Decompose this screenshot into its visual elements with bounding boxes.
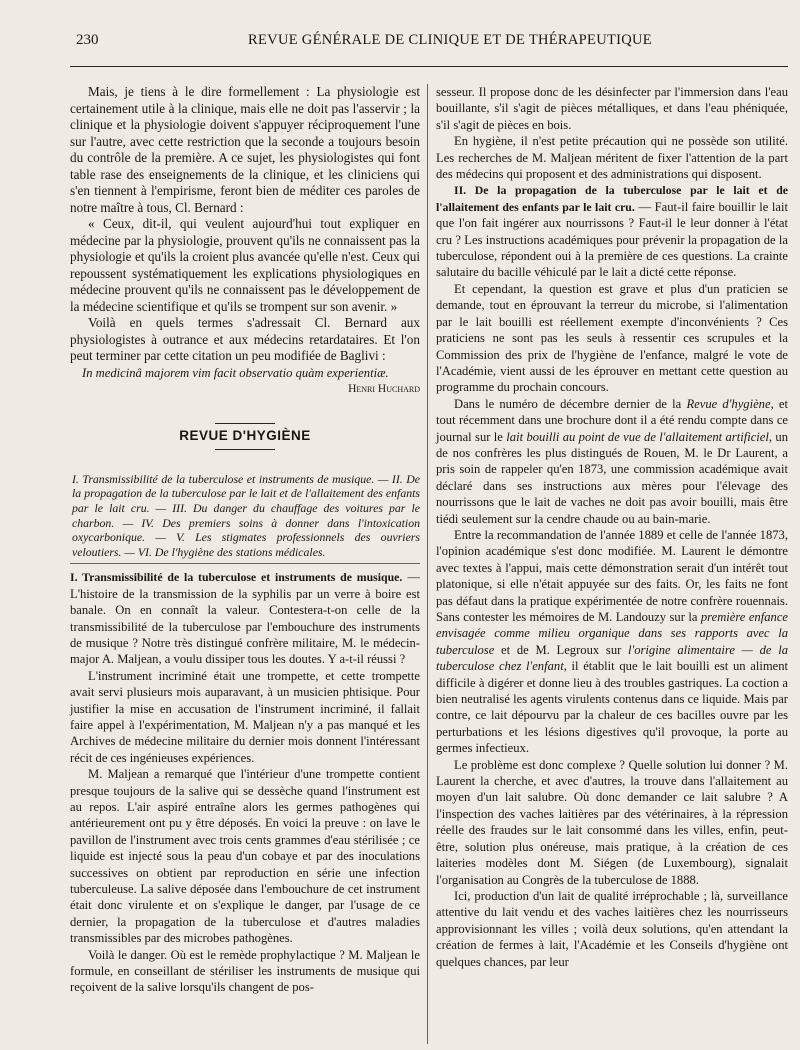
paragraph-milk [436, 182, 788, 280]
paragraph-continuation: sesseur. Il propose donc de les désinfecter par l'immersion dans l'eau bouillante, s'il s'agit de pièces métalliques, et dans l'eau phéniquée, s'il s'agit de pièces en bois. [436, 85, 788, 132]
page-header [70, 30, 770, 52]
paragraph-maljean: M. Maljean a remarqué que l'intérieur d'une trompette contient presque toujours de la salive qui se dessèche quand l'instrument est au repos. L'air aspiré entraîne alors les germes pathogènes qui antérieurement ont pu y être déposés. En voici la preuve : on lave le pavillon de l'instrument avec trois cents grammes d'eau stérilisée ; ce liquide est injecté sous la peau d'un cobaye et par des inoculations successives on obtient par reproduction en série une infection tuberculeuse. La salive déposée dans l'embouchure de cet instrument était donc virulente et on s'explique le danger, par l'usage de ce dernier, la propagation de la tuberculose et d'autres maladies transmissibles par des microbes pathogènes. [70, 767, 420, 946]
brochure-title: lait bouilli au point de vue de l'allaitement artificiel [506, 429, 769, 444]
subsection-heading-1: I. Transmissibilité de la tuberculose et instruments de musique. [70, 570, 403, 585]
paragraph-entre [436, 527, 788, 757]
paragraph-conclusion: Voilà en quels termes s'adressait Cl. Bernard aux physiologistes à outrance et aux médecins retardataires. Et l'on peut terminer par cette citation un peu modifiée de Baglivi : [70, 315, 420, 363]
column-divider [427, 84, 428, 1044]
paragraph-physiology: Mais, je tiens à le dire formellement : La physiologie est certainement utile à la clinique, mais elle ne doit pas l'asservir ; la clinique et la physiologie doivent s'appuyer réciproquement l'une sur l'autre, avec cette restriction que la seconde a toujours besoin du contrôle de la première. A ce sujet, les physiologistes qui font table rase des enseignements de la clinique, et les cliniciens qui s'en tiennent à l'empirisme, feront bien de méditer ces paroles de notre maître à tous, Cl. Bernard : [70, 84, 420, 215]
subsection-heading-2: II. De la propagation de la tuberculose par le lait et de l'allaitement des enfants par le lait cru. [436, 183, 788, 214]
text-run: Entre la recommandation de l'année 1889 et celle de l'année 1873, l'opinion académique s'est donc modifiée. M. Laurent le démontre avec textes à l'appui, mais cette démonstration serait d'un intérêt tout platonique, si elle n'était appuyée sur des faits. Or, les faits ne font pas défaut dans la pratique expérimentée de notre confrère rouennais. Sans contester les mémoires de M. Landouzy sur la [436, 527, 788, 624]
paragraph-bernard-quote: « Ceux, dit-il, qui veulent aujourd'hui tout expliquer en médecine par la physiologie, prouvent qu'ils ne connaissent pas la physiologie et qu'ils la croient plus avancée qu'elle n'est. Ceux qui repoussent systématiquement les explications physiologiques en médecine prouvent qu'ils ne connaissent pas le développement de la médecine scientifique et qu'ils se trompent sur son avenir. » [70, 216, 420, 314]
subsection-text-1: — L'histoire de la transmission de la syphilis par un verre à boire est banale. On en connaît la valeur. Contestera-t-on celle de la transmissibilité de la tuberculose par l'embouchure des instruments de musique ? Notre très distingué confrère militaire, M. le médecin-major A. Maljean, a voulu dissiper tous les doutes. Y a-t-il réussi ? [70, 570, 420, 667]
paragraph-ici: Ici, production d'un lait de qualité irréprochable ; là, surveillance attentive du lait vendu et des vaches laitières chez les nourrisseurs approvisionnant les villes ; voilà deux solutions, qu'en attendant la création de fermes à lait, l'Académie et les Conseils d'hygiène ont quelques chances, par leur [436, 888, 788, 969]
section-summary [70, 472, 420, 560]
right-column [436, 84, 788, 970]
section-rule-top [215, 423, 275, 424]
memoir-title-legroux: l'origine alimentaire — de la tuberculose chez l'enfant [436, 642, 788, 674]
paragraph-cependant: Et cependant, la question est grave et plus d'un praticien se demande, tout en éprouvant la terreur du microbe, si l'alimentation par le lait bouilli est réellement exempte d'inconvénients ? Ces praticiens ne sont pas les seuls à ressentir ces scrupules et la Commission des prix de l'hygiène de l'enfance, malgré le vote de l'Académie, vient aussi de les éprouver en mettant cette question au programme du prochain concours. [436, 281, 788, 395]
paragraph-hygiene: En hygiène, il n'est petite précaution qui ne possède son utilité. Les recherches de M. Maljean méritent de fixer l'attention de la part des médecins qui proposent et des administrations qui disposent. [436, 134, 788, 182]
paragraph-transmissibility [70, 569, 420, 667]
author-signature: Henri Huchard [348, 382, 420, 395]
text-run: , un de nos confrères les plus distingués de Rouen, M. le Dr Laurent, a pris soin de rappeler qu'en 1873, une commission académique avait déclaré dans ses instructions aux mères pour l'élevage des nourrissons que le lait de vaches ne doit pas avoir bouilli, mais être tiédi seulement sur la cendre chaude ou au bain-marie. [436, 429, 789, 526]
running-title: REVUE GÉNÉRALE DE CLINIQUE ET DE THÉRAPEUTIQUE [248, 32, 652, 48]
paragraph-instrument: L'instrument incriminé était une trompette, et cette trompette avait servi plusieurs mois auparavant, à un musicien phtisique. Pour justifier la mise en accusation de l'instrument incriminé, il fallait faire appel à l'expérimentation, M. Maljean n'y a pas manqué et les Archives de médecine militaire du dernier mois donnent l'intéressant récit de ces ingénieuses expériences. [70, 668, 420, 765]
paragraph-numero [436, 396, 788, 527]
text-run: Dans le numéro de décembre dernier de la [454, 396, 687, 411]
section-rule-bottom [215, 449, 275, 450]
summary-rule [70, 563, 420, 564]
header-rule [70, 66, 788, 67]
journal-title: Revue d'hygiène [686, 396, 771, 411]
section-title: REVUE D'HYGIÈNE [179, 428, 311, 444]
subsection-text-2: — Faut-il faire bouillir le lait que l'on fait ingérer aux nourrissons ? Faut-il le leur donner à l'état cru ? Les instructions académiques pour prévenir la propagation de la tuberculose, répondent oui à la première de ces questions. La crainte salutaire du bacille véhiculé par le lait a dicté cette réponse. [436, 199, 788, 280]
text-run: , il établit que le lait bouilli est un aliment difficile à digérer et donne lieu à des troubles gastriques. La coction a bien neutralisé les agents virulents contenus dans ce liquide. Mais par contre, ce lait dépourvu par la chaleur de ces bacilles ouvre par les perturbations et les lésions digestives qu'il provoque, la porte au germes infectieux. [436, 659, 788, 756]
text-run: et de M. Legroux sur [494, 642, 629, 657]
latin-quote: In medicinâ majorem vim facit observatio quàm experientiæ. [82, 365, 389, 380]
paragraph-danger: Voilà le danger. Où est le remède prophylactique ? M. Maljean le formule, en conseillant de stériliser les instruments de musique qui reçoivent de la salive lorsqu'ils changent de pos- [70, 947, 420, 995]
left-column [70, 84, 420, 996]
paragraph-probleme: Le problème est donc complexe ? Quelle solution lui donner ? M. Laurent la cherche, et avec d'autres, la trouve dans l'allaitement au moyen d'un lait salubre. Où donc demander ce lait salubre ? A l'inspection des vaches laitières par des vétérinaires, à la répression réelle des fraudes sur le lait consommé dans les villes, enfin, peut-être, solution plus onéreuse, mais pratique, à la création de ces laiteries modèles dont M. Siégen (de Luxembourg), signalait l'organisation au Congrès de la tuberculose de 1888. [436, 757, 788, 887]
memoir-title-landouzy: première enfance envisagée comme milieu organique dans ses rapports avec la tuberculose [436, 610, 788, 657]
text-run: , et tout récemment dans une brochure dont il a été rendu compte dans ce journal sur le [436, 396, 789, 444]
summary-text: I. Transmissibilité de la tuberculose et instruments de musique. — II. De la propagation de la tuberculose par le lait et de l'allaitement des enfants par le lait cru. — III. Du danger du chauffage des voitures par le charbon. — IV. Des premiers soins à donner dans l'intoxication oxycarbonique. — V. Les stigmates professionnels des ouvriers veloutiers. — VI. De l'hygiène des stations médicales. [72, 471, 420, 559]
page-number: 230 [76, 32, 99, 48]
